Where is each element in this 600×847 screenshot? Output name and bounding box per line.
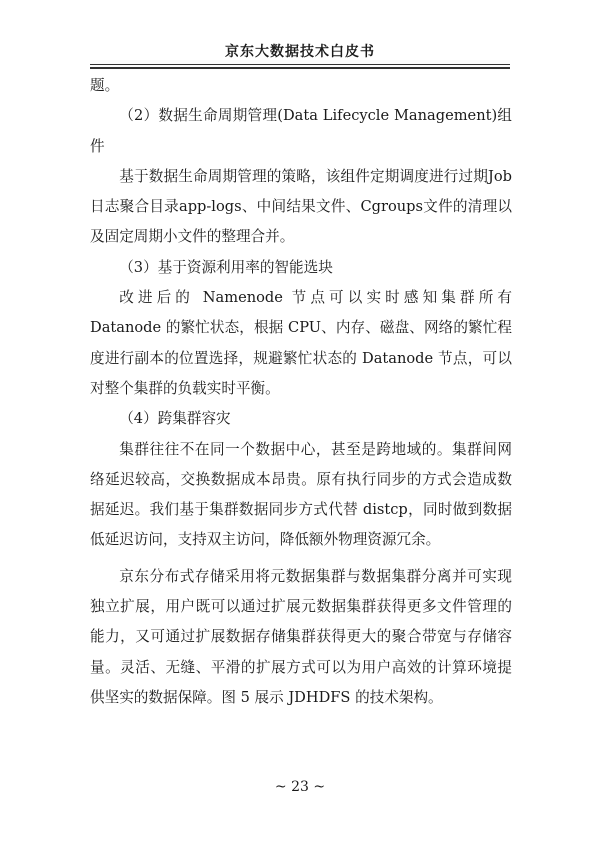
page-number: ~ 23 ~ [274, 779, 326, 795]
body-text [90, 71, 512, 713]
running-header-title: 京东大数据技术白皮书 [225, 44, 375, 60]
header-rule-thick [90, 67, 510, 69]
paragraph-jdhdfs-architecture: 京东分布式存储采用将元数据集群与数据集群分离并可实现独立扩展，用户既可以通过扩展元数据集群获得更多文件管理的能力，又可通过扩展数据存储集群获得更大的聚合带宽与存储容量。灵活、无缝、平滑的扩展方式可以为用户高效的计算环境提供坚实的数据保障。图 5 展示 JDHDFS 的技术架构。 [90, 567, 512, 706]
heading-smart-block-selection: （3）基于资源利用率的智能选块 [119, 258, 333, 276]
paragraph-continuation: 题。 [90, 77, 120, 94]
header-rule-thin [90, 64, 510, 65]
heading-data-lifecycle-management: （2）数据生命周期管理(Data Lifecycle Management)组件 [90, 107, 512, 155]
heading-cross-cluster-dr: （4）跨集群容灾 [119, 410, 231, 428]
paragraph-cluster-sync: 集群往往不在同一个数据中心，甚至是跨地域的。集群间网络延迟较高，交换数据成本昂贵。原有执行同步的方式会造成数据延迟。我们基于集群数据同步方式代替 distcp，同时做到数据低延迟访问，支持双主访问，降低额外物理资源冗余。 [90, 440, 512, 549]
paragraph-namenode-improvement: 改进后的 Namenode 节点可以实时感知集群所有 Datanode 的繁忙状态，根据 CPU、内存、磁盘、网络的繁忙程度进行副本的位置选择，规避繁忙状态的 Datanode 节点，可以对整个集群的负载实时平衡。 [90, 289, 512, 397]
paragraph-lifecycle-policy: 基于数据生命周期管理的策略，该组件定期调度进行过期Job日志聚合目录app-logs、中间结果文件、Cgroups文件的清理以及固定周期小文件的整理合并。 [90, 167, 512, 246]
